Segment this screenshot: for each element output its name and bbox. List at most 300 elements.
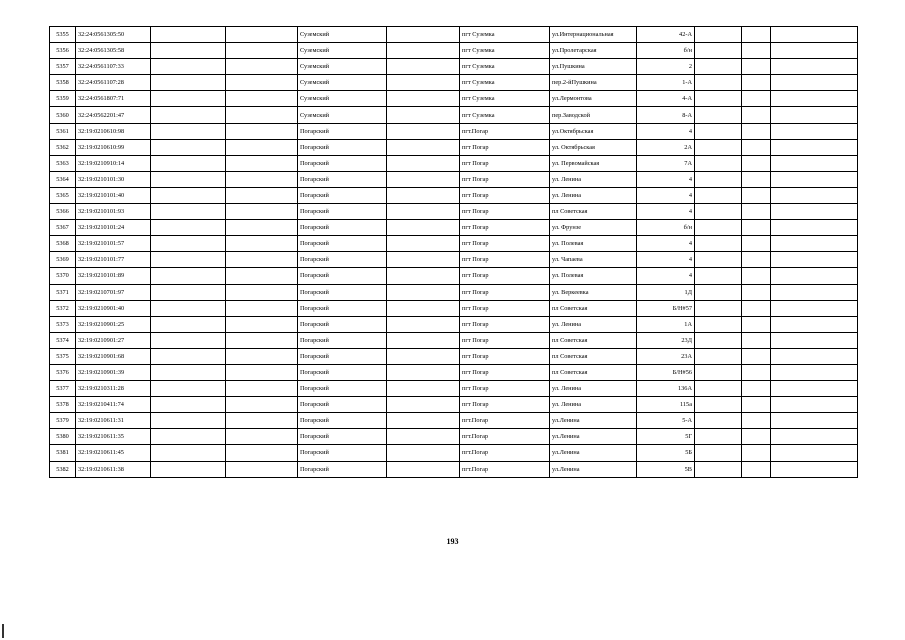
- cell-empty: [226, 348, 298, 364]
- cell-empty: [387, 364, 460, 380]
- cell-empty: [695, 27, 742, 43]
- cell-street: ул. Ленина: [550, 397, 637, 413]
- cell-empty: [387, 348, 460, 364]
- cell-empty: [151, 300, 226, 316]
- cell-district: Погарский: [298, 236, 387, 252]
- cell-empty: [151, 27, 226, 43]
- cell-house: 1А: [637, 316, 695, 332]
- cell-cadastral-number: 32:24:0561107:33: [76, 59, 151, 75]
- cell-empty: [695, 139, 742, 155]
- table-row: [50, 316, 858, 332]
- page-number: 193: [446, 537, 459, 546]
- cell-empty: [387, 107, 460, 123]
- cell-empty: [742, 268, 771, 284]
- cell-street: ул.Пушкина: [550, 59, 637, 75]
- cell-empty: [771, 171, 858, 187]
- cell-empty: [771, 413, 858, 429]
- cell-empty: [742, 445, 771, 461]
- table-row: [50, 236, 858, 252]
- cell-empty: [742, 397, 771, 413]
- cell-house: 4: [637, 187, 695, 203]
- cell-empty: [151, 413, 226, 429]
- cell-empty: [695, 300, 742, 316]
- cell-settlement: пгт.Погар: [460, 445, 550, 461]
- cell-house: 115а: [637, 397, 695, 413]
- table-row: [50, 204, 858, 220]
- cell-settlement: пгт Суземка: [460, 27, 550, 43]
- cell-house: 5Б: [637, 445, 695, 461]
- cell-empty: [695, 204, 742, 220]
- cell-number: 5358: [50, 75, 76, 91]
- cell-empty: [226, 75, 298, 91]
- cell-empty: [742, 316, 771, 332]
- cell-street: ул.Октябрьская: [550, 123, 637, 139]
- cell-empty: [771, 155, 858, 171]
- cell-settlement: пгт Погар: [460, 300, 550, 316]
- cell-empty: [695, 461, 742, 477]
- cell-empty: [151, 284, 226, 300]
- table-row: [50, 300, 858, 316]
- cell-empty: [151, 220, 226, 236]
- cell-empty: [695, 429, 742, 445]
- cell-empty: [742, 252, 771, 268]
- cell-empty: [695, 171, 742, 187]
- cell-empty: [771, 364, 858, 380]
- table-row: [50, 107, 858, 123]
- cell-street: ул.Ленина: [550, 445, 637, 461]
- cell-street: пл Советская: [550, 348, 637, 364]
- cell-empty: [226, 445, 298, 461]
- cell-street: пл Советская: [550, 300, 637, 316]
- cell-empty: [695, 316, 742, 332]
- cell-empty: [151, 59, 226, 75]
- cell-empty: [387, 139, 460, 155]
- cell-empty: [387, 59, 460, 75]
- cell-district: Погарский: [298, 348, 387, 364]
- cell-street: пл Советская: [550, 364, 637, 380]
- cell-empty: [742, 171, 771, 187]
- cell-empty: [695, 381, 742, 397]
- cell-district: Погарский: [298, 220, 387, 236]
- cell-empty: [387, 171, 460, 187]
- cell-settlement: пгт Погар: [460, 364, 550, 380]
- cell-district: Погарский: [298, 413, 387, 429]
- cell-settlement: пгт Погар: [460, 204, 550, 220]
- cell-cadastral-number: 32:19:0210901:39: [76, 364, 151, 380]
- cell-house: Б/Н#57: [637, 300, 695, 316]
- cell-empty: [695, 397, 742, 413]
- cell-district: Погарский: [298, 155, 387, 171]
- cell-empty: [226, 429, 298, 445]
- cell-empty: [151, 43, 226, 59]
- cell-empty: [771, 91, 858, 107]
- cell-cadastral-number: 32:19:0210611:45: [76, 445, 151, 461]
- cell-empty: [742, 332, 771, 348]
- cell-number: 5364: [50, 171, 76, 187]
- cell-empty: [695, 75, 742, 91]
- table-row: [50, 123, 858, 139]
- cell-house: 42-А: [637, 27, 695, 43]
- cell-street: ул. Полевая: [550, 236, 637, 252]
- registry-table: [49, 26, 858, 478]
- cell-number: 5373: [50, 316, 76, 332]
- cell-number: 5380: [50, 429, 76, 445]
- cell-cadastral-number: 32:24:0561807:71: [76, 91, 151, 107]
- cell-number: 5356: [50, 43, 76, 59]
- cell-number: 5361: [50, 123, 76, 139]
- cell-empty: [771, 27, 858, 43]
- cell-number: 5362: [50, 139, 76, 155]
- cell-district: Погарский: [298, 316, 387, 332]
- cell-empty: [151, 123, 226, 139]
- cell-empty: [226, 220, 298, 236]
- cell-empty: [742, 59, 771, 75]
- cell-cadastral-number: 32:19:0210610:99: [76, 139, 151, 155]
- cell-empty: [151, 364, 226, 380]
- cell-empty: [771, 252, 858, 268]
- cell-house: 4: [637, 123, 695, 139]
- cell-street: пл Советская: [550, 204, 637, 220]
- cell-number: 5363: [50, 155, 76, 171]
- cell-empty: [742, 155, 771, 171]
- cell-empty: [742, 139, 771, 155]
- cell-settlement: пгт Суземка: [460, 107, 550, 123]
- cell-empty: [742, 381, 771, 397]
- cell-empty: [771, 236, 858, 252]
- cell-empty: [695, 43, 742, 59]
- cell-street: ул. Ленина: [550, 316, 637, 332]
- cell-cadastral-number: 32:24:0561107:28: [76, 75, 151, 91]
- cell-district: Суземский: [298, 59, 387, 75]
- table-row: [50, 381, 858, 397]
- cell-district: Погарский: [298, 300, 387, 316]
- cell-empty: [695, 123, 742, 139]
- cell-house: 23Д: [637, 332, 695, 348]
- cell-empty: [151, 381, 226, 397]
- cell-settlement: пгт.Погар: [460, 461, 550, 477]
- cell-street: ул. Ленина: [550, 171, 637, 187]
- cell-empty: [387, 381, 460, 397]
- cell-street: ул.Пролетарская: [550, 43, 637, 59]
- cell-empty: [151, 397, 226, 413]
- cell-street: ул.Ленина: [550, 429, 637, 445]
- cell-settlement: пгт Погар: [460, 268, 550, 284]
- cell-cadastral-number: 32:24:0561305:50: [76, 27, 151, 43]
- cell-settlement: пгт Суземка: [460, 75, 550, 91]
- cell-number: 5360: [50, 107, 76, 123]
- cell-house: 136А: [637, 381, 695, 397]
- cell-district: Погарский: [298, 204, 387, 220]
- cell-empty: [387, 413, 460, 429]
- cell-empty: [742, 461, 771, 477]
- cell-settlement: пгт Погар: [460, 187, 550, 203]
- cell-house: б/н: [637, 43, 695, 59]
- cell-street: ул. Первомайская: [550, 155, 637, 171]
- cell-settlement: пгт Погар: [460, 316, 550, 332]
- cell-empty: [151, 268, 226, 284]
- cell-cadastral-number: 32:19:0210611:31: [76, 413, 151, 429]
- cell-settlement: пгт Погар: [460, 381, 550, 397]
- cell-settlement: пгт.Погар: [460, 429, 550, 445]
- cell-empty: [387, 123, 460, 139]
- table-row: [50, 364, 858, 380]
- cell-number: 5371: [50, 284, 76, 300]
- cell-district: Суземский: [298, 75, 387, 91]
- cell-cadastral-number: 32:19:0210101:89: [76, 268, 151, 284]
- cell-settlement: пгт Погар: [460, 332, 550, 348]
- cell-empty: [742, 27, 771, 43]
- cell-empty: [387, 155, 460, 171]
- cell-number: 5365: [50, 187, 76, 203]
- cell-district: Погарский: [298, 381, 387, 397]
- cell-empty: [695, 284, 742, 300]
- cell-street: ул. Фрунзе: [550, 220, 637, 236]
- cell-empty: [742, 187, 771, 203]
- cell-house: 23А: [637, 348, 695, 364]
- cell-empty: [771, 268, 858, 284]
- table-row: [50, 284, 858, 300]
- cell-empty: [742, 220, 771, 236]
- cell-street: ул.Ленина: [550, 461, 637, 477]
- cell-district: Погарский: [298, 284, 387, 300]
- cell-settlement: пгт.Погар: [460, 413, 550, 429]
- cell-number: 5368: [50, 236, 76, 252]
- cell-empty: [226, 332, 298, 348]
- cell-empty: [151, 187, 226, 203]
- cell-empty: [695, 187, 742, 203]
- cell-district: Погарский: [298, 429, 387, 445]
- cell-empty: [742, 107, 771, 123]
- cell-number: 5376: [50, 364, 76, 380]
- cell-house: 1-А: [637, 75, 695, 91]
- cell-empty: [226, 91, 298, 107]
- cell-empty: [771, 139, 858, 155]
- cell-district: Погарский: [298, 187, 387, 203]
- cell-number: 5382: [50, 461, 76, 477]
- cell-cadastral-number: 32:19:0210101:77: [76, 252, 151, 268]
- cell-empty: [695, 364, 742, 380]
- cell-cadastral-number: 32:19:0210101:40: [76, 187, 151, 203]
- cell-empty: [387, 284, 460, 300]
- cell-district: Суземский: [298, 43, 387, 59]
- cell-empty: [226, 27, 298, 43]
- cell-empty: [151, 75, 226, 91]
- cell-empty: [226, 284, 298, 300]
- cell-district: Погарский: [298, 171, 387, 187]
- cell-street: пер.Заводской: [550, 107, 637, 123]
- cell-cadastral-number: 32:19:0210411:74: [76, 397, 151, 413]
- table-row: [50, 91, 858, 107]
- cell-cadastral-number: 32:24:0561305:58: [76, 43, 151, 59]
- cell-empty: [771, 220, 858, 236]
- cell-cadastral-number: 32:19:0210101:93: [76, 204, 151, 220]
- cell-district: Суземский: [298, 91, 387, 107]
- cell-empty: [387, 236, 460, 252]
- cell-empty: [695, 445, 742, 461]
- table-row: [50, 187, 858, 203]
- cell-district: Погарский: [298, 139, 387, 155]
- cell-house: 7А: [637, 155, 695, 171]
- cell-empty: [151, 236, 226, 252]
- cell-empty: [387, 268, 460, 284]
- cell-empty: [226, 204, 298, 220]
- cell-empty: [387, 397, 460, 413]
- cell-number: 5377: [50, 381, 76, 397]
- cell-empty: [771, 397, 858, 413]
- table-row: [50, 348, 858, 364]
- cell-cadastral-number: 32:19:0210611:38: [76, 461, 151, 477]
- cell-house: 4: [637, 204, 695, 220]
- cell-house: 4: [637, 236, 695, 252]
- cell-empty: [771, 300, 858, 316]
- cell-empty: [151, 429, 226, 445]
- cell-empty: [387, 445, 460, 461]
- cell-cadastral-number: 32:19:0210611:35: [76, 429, 151, 445]
- cell-empty: [226, 43, 298, 59]
- cell-empty: [695, 268, 742, 284]
- cell-empty: [771, 316, 858, 332]
- cell-empty: [771, 123, 858, 139]
- cell-empty: [151, 316, 226, 332]
- cell-empty: [771, 461, 858, 477]
- cell-number: 5375: [50, 348, 76, 364]
- cell-house: б/н: [637, 220, 695, 236]
- cell-empty: [695, 348, 742, 364]
- cell-street: пл Советская: [550, 332, 637, 348]
- cell-district: Суземский: [298, 107, 387, 123]
- table-row: [50, 27, 858, 43]
- cell-empty: [387, 43, 460, 59]
- table-row: [50, 171, 858, 187]
- cell-empty: [742, 348, 771, 364]
- cell-house: 5В: [637, 461, 695, 477]
- cell-empty: [771, 75, 858, 91]
- cell-settlement: пгт Погар: [460, 220, 550, 236]
- cell-empty: [387, 461, 460, 477]
- cell-house: Б/Н#56: [637, 364, 695, 380]
- table-row: [50, 220, 858, 236]
- cell-street: ул. Октябрьская: [550, 139, 637, 155]
- cell-settlement: пгт Погар: [460, 171, 550, 187]
- cell-empty: [151, 461, 226, 477]
- cell-street: ул. Чапаева: [550, 252, 637, 268]
- table-row: [50, 332, 858, 348]
- cell-cadastral-number: 32:19:0210311:28: [76, 381, 151, 397]
- cell-number: 5378: [50, 397, 76, 413]
- cell-number: 5359: [50, 91, 76, 107]
- cell-empty: [151, 155, 226, 171]
- cell-cadastral-number: 32:19:0210101:57: [76, 236, 151, 252]
- cell-cadastral-number: 32:24:0562201:47: [76, 107, 151, 123]
- cell-empty: [771, 348, 858, 364]
- cell-empty: [226, 268, 298, 284]
- cell-empty: [387, 429, 460, 445]
- cell-empty: [742, 236, 771, 252]
- cell-house: 5Г: [637, 429, 695, 445]
- cell-empty: [387, 91, 460, 107]
- cell-number: 5374: [50, 332, 76, 348]
- cell-settlement: пгт Погар: [460, 284, 550, 300]
- cell-empty: [226, 316, 298, 332]
- cell-empty: [387, 204, 460, 220]
- cell-number: 5355: [50, 27, 76, 43]
- registry-table-body: [50, 27, 858, 478]
- cell-empty: [151, 171, 226, 187]
- cell-settlement: пгт Погар: [460, 155, 550, 171]
- cell-district: Погарский: [298, 252, 387, 268]
- cell-street: ул. Веркеевка: [550, 284, 637, 300]
- cell-street: ул.Интернациональная: [550, 27, 637, 43]
- cell-cadastral-number: 32:19:0210901:68: [76, 348, 151, 364]
- cell-settlement: пгт Погар: [460, 252, 550, 268]
- cell-empty: [742, 429, 771, 445]
- table-row: [50, 461, 858, 477]
- cell-empty: [742, 91, 771, 107]
- cell-house: 4-А: [637, 91, 695, 107]
- cell-empty: [695, 236, 742, 252]
- cell-empty: [387, 75, 460, 91]
- cell-empty: [742, 43, 771, 59]
- cell-empty: [695, 252, 742, 268]
- cell-empty: [742, 300, 771, 316]
- cell-settlement: пгт Суземка: [460, 59, 550, 75]
- table-row: [50, 429, 858, 445]
- cell-empty: [695, 91, 742, 107]
- cell-house: 2: [637, 59, 695, 75]
- cell-number: 5381: [50, 445, 76, 461]
- table-row: [50, 268, 858, 284]
- cell-empty: [226, 413, 298, 429]
- cell-house: 8-А: [637, 107, 695, 123]
- table-row: [50, 397, 858, 413]
- scan-edge-mark: [2, 624, 4, 638]
- cell-empty: [151, 139, 226, 155]
- cell-cadastral-number: 32:19:0210901:27: [76, 332, 151, 348]
- cell-empty: [226, 236, 298, 252]
- cell-settlement: пгт.Погар: [460, 123, 550, 139]
- cell-empty: [226, 397, 298, 413]
- cell-street: пер.2-йПушкина: [550, 75, 637, 91]
- cell-empty: [771, 204, 858, 220]
- cell-empty: [771, 187, 858, 203]
- cell-empty: [695, 220, 742, 236]
- cell-cadastral-number: 32:19:0210901:40: [76, 300, 151, 316]
- cell-empty: [771, 284, 858, 300]
- cell-number: 5372: [50, 300, 76, 316]
- cell-settlement: пгт Погар: [460, 236, 550, 252]
- cell-district: Погарский: [298, 397, 387, 413]
- table-row: [50, 413, 858, 429]
- cell-empty: [387, 187, 460, 203]
- cell-number: 5370: [50, 268, 76, 284]
- cell-district: Погарский: [298, 268, 387, 284]
- cell-number: 5367: [50, 220, 76, 236]
- cell-empty: [226, 381, 298, 397]
- cell-empty: [151, 332, 226, 348]
- cell-number: 5366: [50, 204, 76, 220]
- cell-empty: [226, 364, 298, 380]
- cell-empty: [226, 107, 298, 123]
- cell-empty: [151, 348, 226, 364]
- cell-house: 4: [637, 252, 695, 268]
- table-row: [50, 252, 858, 268]
- cell-district: Погарский: [298, 332, 387, 348]
- cell-empty: [387, 316, 460, 332]
- cell-empty: [226, 123, 298, 139]
- cell-empty: [695, 413, 742, 429]
- cell-empty: [771, 381, 858, 397]
- cell-cadastral-number: 32:19:0210701:97: [76, 284, 151, 300]
